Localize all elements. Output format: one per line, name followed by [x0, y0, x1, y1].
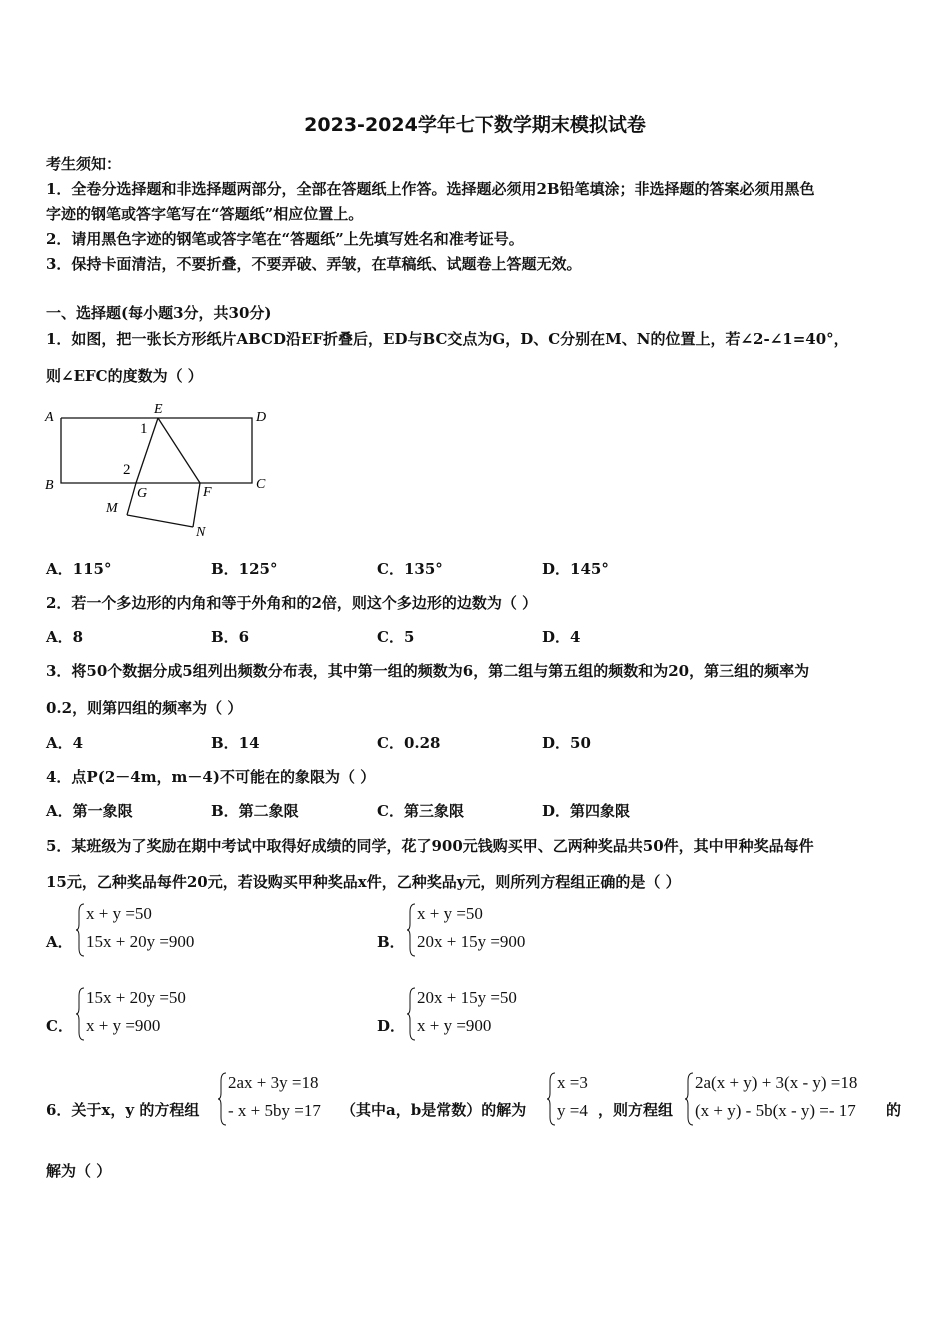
- equation: x + y =900: [86, 1016, 161, 1035]
- notice-line: 字迹的钢笔或答字笔写在“答题纸”相应位置上。: [46, 205, 364, 223]
- option-d-label[interactable]: D．: [377, 1017, 406, 1035]
- label-c: C: [256, 477, 266, 492]
- option-c-label[interactable]: C．: [46, 1017, 73, 1035]
- equation: x + y =900: [417, 1016, 492, 1035]
- option-a[interactable]: A．115°: [46, 560, 112, 578]
- option-d[interactable]: D．第四象限: [542, 802, 631, 820]
- option-a[interactable]: A．8: [46, 628, 84, 646]
- question-text: 2．若一个多边形的内角和等于外角和的2倍，则这个多边形的边数为（ ）: [46, 594, 538, 612]
- label-f: F: [203, 485, 212, 500]
- label-b: B: [45, 478, 54, 493]
- page-title: 2023-2024学年七下数学期末模拟试卷: [304, 114, 646, 136]
- option-c[interactable]: C．第三象限: [377, 802, 464, 820]
- equation: x =3: [557, 1073, 588, 1092]
- notice-line: 3．保持卡面清洁，不要折叠，不要弄破、弄皱，在草稿纸、试题卷上答题无效。: [46, 255, 582, 273]
- option-c[interactable]: C．0.28: [377, 734, 441, 752]
- equation: (x + y) - 5b(x - y) =- 17: [695, 1101, 856, 1120]
- option-b-system[interactable]: [407, 902, 607, 962]
- equation: - x + 5by =17: [228, 1101, 321, 1120]
- option-b-label[interactable]: B．: [377, 933, 405, 951]
- label-n: N: [196, 525, 206, 540]
- option-a-label[interactable]: A．: [46, 933, 73, 951]
- equation: 20x + 15y =900: [417, 932, 526, 951]
- label-a: A: [45, 410, 54, 425]
- option-a[interactable]: A．第一象限: [46, 802, 133, 820]
- equation: 20x + 15y =50: [417, 988, 517, 1007]
- equation: x + y =50: [86, 904, 152, 923]
- option-c[interactable]: C．5: [377, 628, 415, 646]
- angle-2-label: 2: [123, 462, 131, 478]
- notice-line: 1．全卷分选择题和非选择题两部分，全部在答题纸上作答。选择题必须用2B铅笔填涂；非选择题的答案必须用黑色: [46, 180, 815, 198]
- option-b[interactable]: B．14: [211, 734, 260, 752]
- option-d[interactable]: D．4: [542, 628, 581, 646]
- question-text: 6．关于x，y 的方程组: [46, 1101, 200, 1119]
- fold-line-ef: [158, 418, 200, 483]
- option-c-system[interactable]: [76, 986, 276, 1046]
- option-b[interactable]: B．第二象限: [211, 802, 299, 820]
- option-d[interactable]: D．50: [542, 734, 591, 752]
- label-d: D: [256, 410, 267, 425]
- rectangle-outline: [61, 418, 252, 483]
- equation: 15x + 20y =900: [86, 932, 195, 951]
- question-text: 3．将50个数据分成5组列出频数分布表，其中第一组的频数为6，第二组与第五组的频数和为20，第三组的频率为: [46, 662, 810, 680]
- question-text: 0.2，则第四组的频率为（ ）: [46, 699, 243, 717]
- section-heading: 一、选择题(每小题3分，共30分): [46, 304, 272, 322]
- brace-icon: [76, 902, 86, 958]
- brace-icon: [218, 1071, 228, 1127]
- equation: x + y =50: [417, 904, 483, 923]
- label-g: G: [137, 486, 148, 501]
- angle-1-label: 1: [140, 421, 148, 437]
- question-text: ，则方程组: [598, 1101, 674, 1119]
- option-b[interactable]: B．6: [211, 628, 250, 646]
- question-text: 4．点P(2－4m，m－4)不可能在的象限为（ ）: [46, 768, 376, 786]
- equation-system-1: [218, 1071, 338, 1131]
- brace-icon: [76, 986, 86, 1042]
- fold-line-mn: [127, 515, 193, 527]
- brace-icon: [407, 902, 417, 958]
- question-text: 15元，乙种奖品每件20元，若设购买甲种奖品x件，乙种奖品y元，则所列方程组正确的是（ ）: [46, 873, 681, 891]
- equation: 2a(x + y) + 3(x - y) =18: [695, 1073, 858, 1092]
- question-text: 解为（ ）: [46, 1162, 112, 1180]
- question-text: 的: [886, 1101, 902, 1119]
- fold-line-nf: [193, 483, 200, 527]
- option-d[interactable]: D．145°: [542, 560, 609, 578]
- brace-icon: [407, 986, 417, 1042]
- notice-heading: 考生须知：: [46, 155, 122, 173]
- brace-icon: [547, 1071, 557, 1127]
- equation-system-2: [685, 1071, 885, 1131]
- question-text: 5．某班级为了奖励在期中考试中取得好成绩的同学，花了900元钱购买甲、乙两种奖品共50件，其中甲种奖品每件: [46, 837, 814, 855]
- question-text: 1．如图，把一张长方形纸片ABCD沿EF折叠后，ED与BC交点为G，D、C分别在M、N的位置上，若∠2-∠1=40°，: [46, 330, 849, 348]
- equation: y =4: [557, 1101, 588, 1120]
- label-e: E: [154, 402, 163, 417]
- fold-diagram: [40, 398, 280, 543]
- option-c[interactable]: C．135°: [377, 560, 443, 578]
- question-text: （其中a，b是常数）的解为: [341, 1101, 527, 1119]
- brace-icon: [685, 1071, 695, 1127]
- equation: 15x + 20y =50: [86, 988, 186, 1007]
- notice-line: 2．请用黑色字迹的钢笔或答字笔在“答题纸”上先填写姓名和准考证号。: [46, 230, 524, 248]
- option-b[interactable]: B．125°: [211, 560, 278, 578]
- label-m: M: [106, 501, 118, 516]
- option-a-system[interactable]: [76, 902, 276, 962]
- option-a[interactable]: A．4: [46, 734, 84, 752]
- option-d-system[interactable]: [407, 986, 607, 1046]
- fold-line-gm: [127, 483, 136, 515]
- equation: 2ax + 3y =18: [228, 1073, 319, 1092]
- question-text: 则∠EFC的度数为（ ）: [46, 367, 203, 385]
